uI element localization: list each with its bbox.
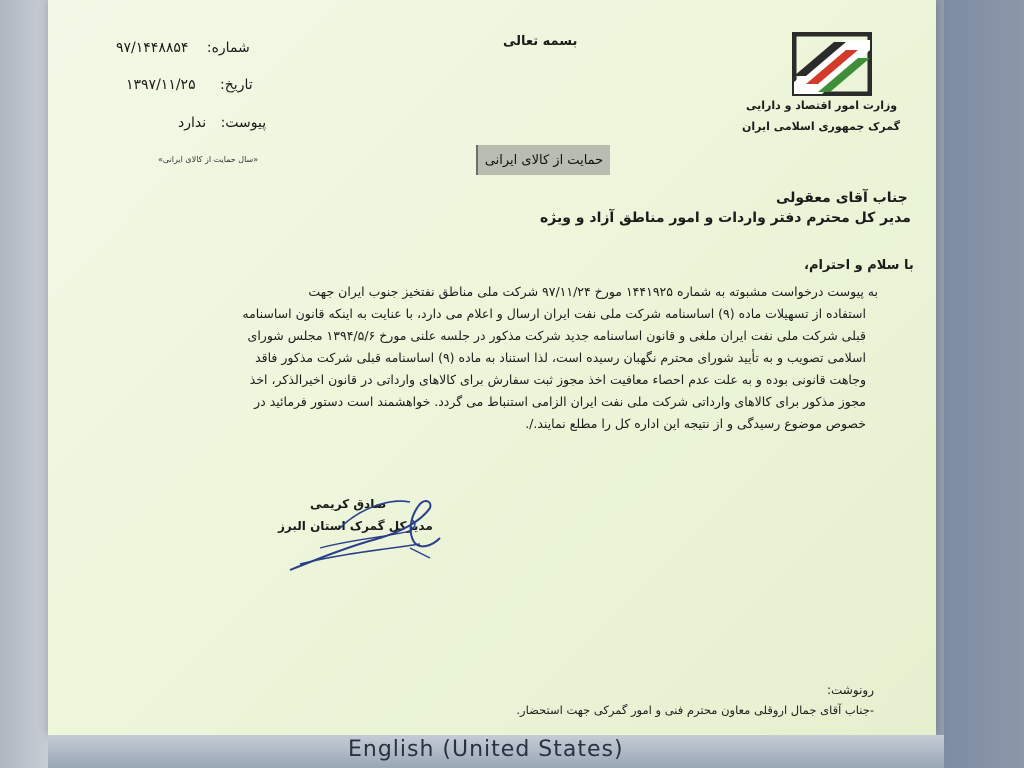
recipient-title: مدیر کل محترم دفتر واردات و امور مناطق آزاد و ویژه	[540, 210, 911, 226]
body-line: مجوز مذکور برای کالاهای وارداتی شرکت ملی نفت ایران الزامی استنباط می گردد. خواهشمند است دستور فرمائید در	[254, 394, 866, 409]
cc-label: رونوشت:	[826, 683, 874, 697]
signature-title: مدیرکل گمرک استان البرز	[278, 519, 433, 533]
body-line: قبلی شرکت ملی نفت ایران ملغی و قانون اساسنامه جدید شرکت مذکور در جلسه علنی مورخ ۱۳۹۴/۵/۶ مجلس شورای	[247, 328, 866, 343]
letter-number	[116, 40, 250, 56]
body-line: اسلامی تصویب و به تأیید شورای محترم نگهبان رسیده است، لذا استناد به ماده (۹) اساسنامه قبلی شرکت مذکور فاقد	[255, 350, 866, 365]
letter-date-value: ۱۳۹۷/۱۱/۲۵	[126, 77, 196, 93]
recipient-name: جناب آقای معقولی	[776, 190, 908, 206]
taskbar	[48, 735, 944, 768]
monitor-bezel-right	[944, 0, 1024, 768]
basmala: بسمه تعالی	[503, 34, 578, 49]
handwritten-signature-icon	[280, 488, 460, 578]
year-slogan: «سال حمایت از کالای ایرانی»	[158, 155, 259, 164]
letter-number-value: ۹۷/۱۴۴۸۸۵۴	[116, 40, 189, 56]
body-line: استفاده از تسهیلات ماده (۹) اساسنامه شرکت ملی نفت ایران ارسال و اعلام می دارد، با عنایت به اینکه قانون اساسنامه	[242, 306, 866, 321]
greeting: با سلام و احترام،	[804, 258, 914, 273]
org-line-2: گمرک جمهوری اسلامی ایران	[742, 120, 901, 133]
body-line: خصوص موضوع رسیدگی و از نتیجه این اداره کل را مطلع نمایند./.	[525, 416, 866, 431]
subject-box: حمایت از کالای ایرانی	[476, 145, 610, 175]
letter-date-label: تاریخ:	[220, 77, 253, 93]
letter-attachment-value: ندارد	[178, 115, 207, 131]
org-line-1: وزارت امور اقتصاد و دارایی	[746, 99, 898, 112]
cc-line: -جناب آقای جمال اروقلی معاون محترم فنی و امور گمرکی جهت استحضار.	[516, 703, 874, 717]
letter-number-label: شماره:	[206, 40, 250, 56]
taskbar-language-text: English (United States)	[348, 737, 624, 762]
body-line: وجاهت قانونی بوده و به علت عدم احصاء معافیت اخذ مجوز ثبت سفارش برای کالاهای وارداتی در قانون اخیرالذکر، اخذ	[249, 372, 866, 387]
customs-logo-icon	[792, 32, 872, 96]
letter-attachment	[178, 115, 266, 131]
body-line: به پیوست درخواست مشبوته به شماره ۱۴۴۱۹۲۵ مورخ ۹۷/۱۱/۲۴ شرکت ملی مناطق نفتخیز جنوب ایران جهت	[308, 284, 878, 299]
document-page[interactable]	[48, 0, 936, 735]
monitor-bezel-left	[0, 0, 48, 768]
letter-attachment-label: پیوست:	[220, 115, 267, 131]
letter-date	[126, 77, 253, 93]
signature-name: صادق کریمی	[310, 497, 387, 511]
